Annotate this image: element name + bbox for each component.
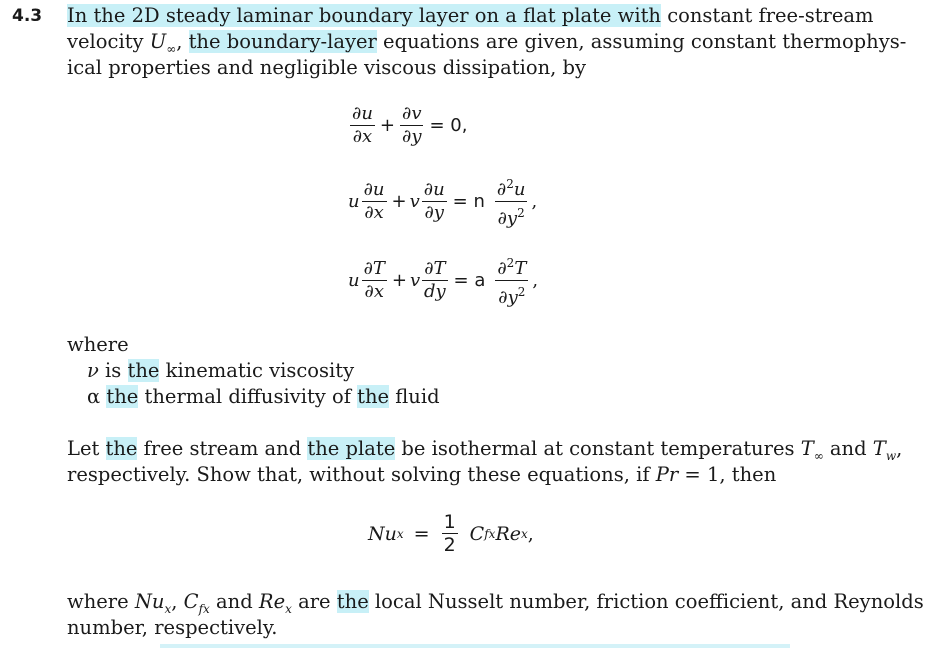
subscript: x bbox=[521, 526, 528, 541]
denominator: 2 bbox=[443, 534, 456, 556]
bottom-highlight-strip bbox=[160, 644, 790, 648]
momentum-equation: u $\frac{\partial u}{\partial x}$ + v $\frac{\partial u}{\partial y}$ = n $\frac{\partial^2u}{\partial y^2}$ , bbox=[348, 174, 537, 229]
alpha-symbol: α bbox=[87, 385, 101, 408]
fraction: $\frac{\partial^2T}{\partial y^2}$ bbox=[495, 253, 528, 308]
text: where bbox=[67, 590, 135, 613]
text: = 1, then bbox=[678, 463, 777, 486]
highlight: the bbox=[336, 590, 369, 613]
momentum-coef: = n bbox=[452, 191, 485, 212]
fraction: $\frac{\partial T}{dy}$ bbox=[424, 258, 446, 302]
intro-highlight-2: the boundary-layer bbox=[188, 30, 377, 53]
problem-number: 4.3 bbox=[12, 6, 43, 26]
highlight: the bbox=[357, 385, 390, 408]
comma: , bbox=[176, 30, 189, 53]
subscript: fx bbox=[198, 601, 210, 616]
where-label: where bbox=[67, 333, 129, 356]
nu-symbol: Nu bbox=[368, 522, 397, 545]
velocity-subscript: ∞ bbox=[166, 41, 177, 56]
footer-line-1 bbox=[67, 590, 924, 616]
highlight: the plate bbox=[307, 437, 396, 460]
fraction: $\frac{\partial T}{\partial x}$ bbox=[363, 258, 385, 302]
text: and bbox=[209, 590, 259, 613]
footer-line-2: number, respectively. bbox=[67, 616, 278, 639]
text: kinematic viscosity bbox=[159, 359, 355, 382]
intro-highlight-1: In the 2D steady laminar boundary layer on a flat plate with bbox=[67, 4, 661, 27]
subscript: x bbox=[396, 526, 404, 541]
text: free stream and bbox=[137, 437, 308, 460]
subscript: x bbox=[164, 601, 172, 616]
continuity-equation: $\frac{\partial u}{\partial x}$ + $\frac{\partial v}{\partial y}$ = 0, bbox=[352, 103, 468, 147]
text: fluid bbox=[389, 385, 440, 408]
numerator: 1 bbox=[443, 511, 456, 533]
velocity-symbol: U bbox=[149, 30, 167, 53]
intro-line-1 bbox=[67, 4, 874, 27]
text: thermal diffusivity of bbox=[138, 385, 358, 408]
continuity-rhs: = 0, bbox=[429, 115, 468, 136]
task-line-1 bbox=[67, 437, 902, 463]
intro-text-1: constant free-stream bbox=[661, 4, 874, 27]
text: local Nusselt number, friction coefficient, and Reynolds bbox=[368, 590, 924, 613]
text: and bbox=[823, 437, 873, 460]
subscript: fx bbox=[484, 526, 496, 541]
text: , bbox=[896, 437, 903, 460]
intro-line-3: ical properties and negligible viscous dissipation, by bbox=[67, 56, 587, 79]
text: is bbox=[98, 359, 128, 382]
energy-equation: u $\frac{\partial T}{\partial x}$ + v $\frac{\partial T}{dy}$ = a $\frac{\partial^2T}{\partial y^2}$ , bbox=[348, 253, 538, 308]
text: respectively. Show that, without solving these equations, if bbox=[67, 463, 656, 486]
text: are bbox=[291, 590, 337, 613]
alpha-definition bbox=[87, 385, 440, 408]
text: , bbox=[527, 522, 534, 545]
fraction: $\frac{\partial v}{\partial y}$ bbox=[402, 103, 422, 147]
intro-text-2a: velocity bbox=[67, 30, 150, 53]
intro-line-2 bbox=[67, 30, 906, 56]
fraction: $\frac{\partial^2u}{\partial y^2}$ bbox=[495, 174, 528, 229]
highlight: the bbox=[105, 437, 138, 460]
subscript: w bbox=[885, 448, 897, 463]
nu-definition bbox=[87, 359, 354, 382]
nu-symbol: Nu bbox=[134, 590, 165, 613]
prandtl-symbol: Pr bbox=[655, 463, 679, 486]
equals: = bbox=[413, 522, 430, 545]
re-symbol: Re bbox=[495, 522, 521, 545]
task-line-2 bbox=[67, 463, 776, 486]
re-symbol: Re bbox=[258, 590, 286, 613]
text: be isothermal at constant temperatures bbox=[395, 437, 801, 460]
cf-symbol: C bbox=[183, 590, 199, 613]
highlight: the bbox=[106, 385, 139, 408]
subscript: ∞ bbox=[813, 448, 824, 463]
cf-symbol: C bbox=[469, 522, 485, 545]
fraction: $\frac{\partial u}{\partial y}$ bbox=[423, 179, 445, 223]
energy-coef: = a bbox=[453, 270, 486, 291]
fraction: $\frac{\partial u}{\partial x}$ bbox=[363, 179, 385, 223]
nu-symbol: ν bbox=[87, 359, 99, 382]
highlight: the bbox=[127, 359, 160, 382]
nusselt-equation bbox=[368, 512, 534, 555]
subscript: x bbox=[285, 601, 292, 616]
half-fraction bbox=[442, 512, 458, 555]
fraction: $\frac{\partial u}{\partial x}$ bbox=[352, 103, 373, 147]
temp-symbol: T bbox=[800, 437, 814, 460]
text: Let bbox=[67, 437, 106, 460]
text: , bbox=[171, 590, 184, 613]
temp-symbol: T bbox=[872, 437, 886, 460]
intro-text-2b: equations are given, assuming constant thermophys- bbox=[376, 30, 907, 53]
